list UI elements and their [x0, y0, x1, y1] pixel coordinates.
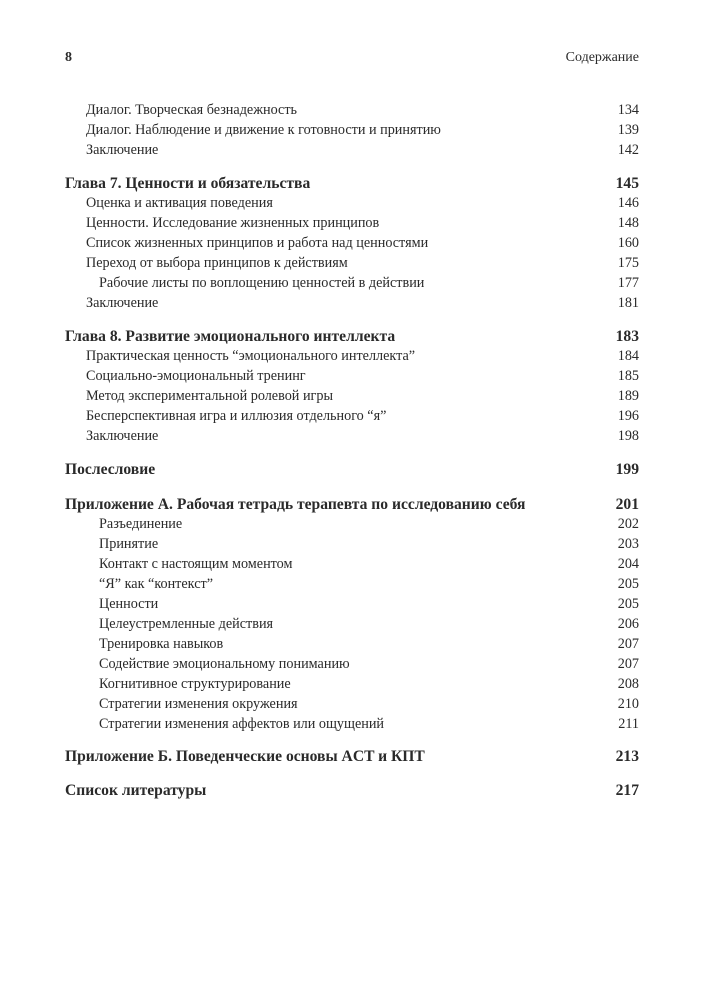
toc-entry-page-number: 210 — [617, 696, 639, 712]
toc-chapter-entry[interactable] — [65, 328, 639, 346]
toc-entry-title: Заключение — [86, 428, 159, 444]
toc-entry[interactable] — [65, 576, 639, 594]
toc-entry-page-number: 205 — [617, 576, 639, 592]
toc-entry-title: Глава 8. Развитие эмоционального интеллекта — [65, 328, 396, 345]
toc-entry-title: Принятие — [99, 536, 159, 552]
toc-entry-title: Диалог. Творческая безнадежность — [86, 102, 298, 118]
toc-entry[interactable] — [65, 142, 639, 160]
toc-entry[interactable] — [65, 215, 639, 233]
toc-entry-title: Контакт с настоящим моментом — [99, 556, 293, 572]
toc-entry-page-number: 217 — [615, 782, 639, 799]
toc-entry[interactable] — [65, 255, 639, 273]
toc-entry-title: Список жизненных принципов и работа над ценностями — [86, 235, 429, 251]
toc-entry-page-number: 204 — [617, 556, 639, 572]
toc-entry-page-number: 207 — [617, 636, 639, 652]
toc-entry-page-number: 185 — [617, 368, 639, 384]
toc-entry-title: Стратегии изменения окружения — [99, 696, 298, 712]
toc-entry-page-number: 203 — [617, 536, 639, 552]
toc-entry-title: Практическая ценность “эмоционального интеллекта” — [86, 348, 416, 364]
toc-entry-title: Ценности — [99, 596, 159, 612]
section-title: Содержание — [565, 50, 639, 65]
toc-entry-page-number: 198 — [617, 428, 639, 444]
page-number: 8 — [65, 50, 72, 65]
running-head — [65, 50, 639, 70]
toc-entry-title: Метод экспериментальной ролевой игры — [86, 388, 333, 404]
toc-chapter-entry[interactable] — [65, 748, 639, 766]
toc-entry-page-number: 189 — [617, 388, 639, 404]
toc-entry[interactable] — [65, 388, 639, 406]
toc-entry-page-number: 181 — [617, 295, 639, 311]
toc-chapter-entry[interactable] — [65, 782, 639, 800]
toc-entry-title: Послесловие — [65, 461, 156, 478]
toc-entry[interactable] — [65, 102, 639, 120]
toc-entry-page-number: 211 — [618, 716, 639, 732]
toc-entry[interactable] — [65, 368, 639, 386]
toc-entry-page-number: 175 — [617, 255, 639, 271]
toc-entry[interactable] — [65, 516, 639, 534]
toc-entry[interactable] — [65, 676, 639, 694]
toc-entry-title: Рабочие листы по воплощению ценностей в действии — [99, 275, 425, 291]
toc-entry-title: Тренировка навыков — [99, 636, 224, 652]
toc-entry-title: Когнитивное структурирование — [99, 676, 291, 692]
toc-entry-title: Приложение А. Рабочая тетрадь терапевта по исследованию себя — [65, 496, 526, 513]
toc-entry[interactable] — [65, 696, 639, 714]
toc-entry[interactable] — [65, 428, 639, 446]
toc-entry-title: Диалог. Наблюдение и движение к готовности и принятию — [86, 122, 441, 138]
toc-entry-page-number: 207 — [617, 656, 639, 672]
toc-entry[interactable] — [65, 408, 639, 426]
toc-chapter-entry[interactable] — [65, 175, 639, 193]
toc-entry-title: Оценка и активация поведения — [86, 195, 273, 211]
toc-entry-page-number: 201 — [615, 496, 639, 513]
toc-entry[interactable] — [65, 716, 639, 734]
toc-entry-page-number: 205 — [617, 596, 639, 612]
toc-entry-title: Целеустремленные действия — [99, 616, 274, 632]
toc-entry[interactable] — [65, 556, 639, 574]
toc-chapter-entry[interactable] — [65, 461, 639, 479]
toc-entry-page-number: 208 — [617, 676, 639, 692]
toc-entry[interactable] — [65, 656, 639, 674]
toc-entry-title: Разъединение — [99, 516, 183, 532]
toc-entry-page-number: 206 — [617, 616, 639, 632]
toc-entry-page-number: 139 — [617, 122, 639, 138]
toc-entry-title: Содействие эмоциональному пониманию — [99, 656, 350, 672]
toc-entry-title: Ценности. Исследование жизненных принципов — [86, 215, 380, 231]
toc-entry-page-number: 146 — [617, 195, 639, 211]
toc-chapter-entry[interactable] — [65, 496, 639, 514]
toc-entry[interactable] — [65, 636, 639, 654]
toc-entry-title: Переход от выбора принципов к действиям — [86, 255, 348, 271]
toc-entry-page-number: 183 — [615, 328, 639, 345]
toc-entry-page-number: 199 — [615, 461, 639, 478]
toc-entry[interactable] — [65, 235, 639, 253]
toc-entry[interactable] — [65, 596, 639, 614]
toc-entry[interactable] — [65, 536, 639, 554]
toc-entry-page-number: 142 — [617, 142, 639, 158]
toc-entry[interactable] — [65, 616, 639, 634]
toc-entry-title: “Я” как “контекст” — [99, 576, 214, 592]
toc-entry-title: Заключение — [86, 295, 159, 311]
toc-entry[interactable] — [65, 122, 639, 140]
toc-entry-page-number: 145 — [615, 175, 639, 192]
toc-entry-page-number: 213 — [615, 748, 639, 765]
toc-entry-page-number: 196 — [617, 408, 639, 424]
toc-entry[interactable] — [65, 275, 639, 293]
toc-entry-page-number: 134 — [617, 102, 639, 118]
toc-entry-page-number: 148 — [617, 215, 639, 231]
toc-entry[interactable] — [65, 195, 639, 213]
toc-entry-title: Бесперспективная игра и иллюзия отдельного “я” — [86, 408, 387, 424]
toc-entry-title: Список литературы — [65, 782, 207, 799]
toc-entry[interactable] — [65, 348, 639, 366]
toc-entry-title: Стратегии изменения аффектов или ощущений — [99, 716, 385, 732]
toc-entry-title: Социально-эмоциональный тренинг — [86, 368, 306, 384]
toc-entry-page-number: 160 — [617, 235, 639, 251]
toc-entry[interactable] — [65, 295, 639, 313]
toc-entry-title: Приложение Б. Поведенческие основы ACT и КПТ — [65, 748, 425, 765]
toc-entry-title: Глава 7. Ценности и обязательства — [65, 175, 311, 192]
toc-entry-page-number: 184 — [617, 348, 639, 364]
toc-entry-title: Заключение — [86, 142, 159, 158]
toc-entry-page-number: 202 — [617, 516, 639, 532]
toc-entry-page-number: 177 — [617, 275, 639, 291]
